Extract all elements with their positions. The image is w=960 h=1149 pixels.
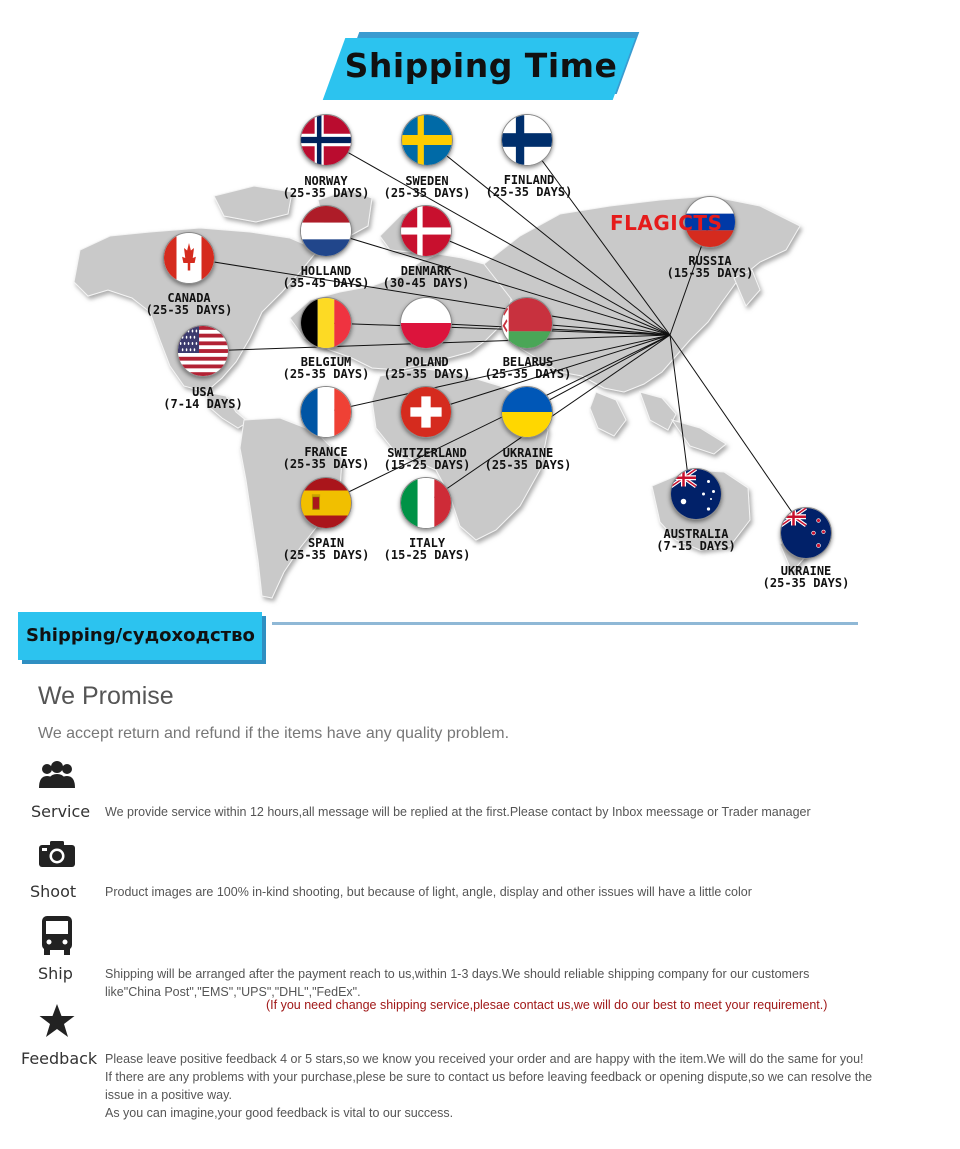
service-text: We provide service within 12 hours,all message will be replied at the first.Please contact by Inbox meessage or Trader manager	[105, 805, 811, 819]
country-label: SWITZERLAND (15-25 DAYS)	[383, 446, 471, 472]
usa-flag-icon	[177, 325, 229, 377]
country-label: NORWAY (25-35 DAYS)	[282, 174, 370, 200]
feedback-text-line: Please leave positive feedback 4 or 5 stars,so we know you received your order and are happy with the item.We will do the same for you!	[105, 1052, 864, 1066]
spain-flag-icon	[300, 477, 352, 529]
feedback-label: Feedback	[21, 1049, 98, 1068]
country-label: SPAIN (25-35 DAYS)	[282, 536, 370, 562]
feedback-text-line: issue in a positive way.	[105, 1088, 232, 1102]
ukraine-flag-icon	[501, 386, 553, 438]
country-label: DENMARK (30-45 DAYS)	[382, 264, 470, 290]
section-title: Shipping/судоходство	[26, 625, 255, 646]
country-label: UKRAINE (25-35 DAYS)	[762, 564, 850, 590]
country-label: FRANCE (25-35 DAYS)	[282, 445, 370, 471]
bus-icon	[40, 914, 80, 954]
denmark-flag-icon	[400, 205, 452, 257]
brand-logo-text: FLAGICTS	[610, 211, 723, 235]
promise-subtitle: We accept return and refund if the items have any quality problem.	[38, 725, 510, 742]
country-label: HOLLAND (35-45 DAYS)	[282, 264, 370, 290]
shoot-label: Shoot	[30, 882, 77, 901]
camera-icon	[38, 840, 78, 880]
italy-flag-icon	[400, 477, 452, 529]
country-label: ITALY (15-25 DAYS)	[383, 536, 471, 562]
country-label: FINLAND (25-35 DAYS)	[485, 173, 573, 199]
country-label: CANADA (25-35 DAYS)	[145, 291, 233, 317]
people-icon	[37, 760, 77, 800]
ship-label: Ship	[38, 964, 73, 983]
country-label: UKRAINE (25-35 DAYS)	[484, 446, 572, 472]
finland-flag-icon	[501, 114, 553, 166]
norway-flag-icon	[300, 114, 352, 166]
netherlands-flag-icon	[300, 205, 352, 257]
switzerland-flag-icon	[400, 386, 452, 438]
country-label: BELARUS (25-35 DAYS)	[484, 355, 572, 381]
country-label: USA (7-14 DAYS)	[163, 385, 243, 411]
new-zealand-flag-icon	[780, 507, 832, 559]
banner-title: Shipping Time	[344, 46, 618, 85]
service-label: Service	[31, 802, 91, 821]
canada-flag-icon	[163, 232, 215, 284]
france-flag-icon	[300, 386, 352, 438]
feedback-text-line: As you can imagine,your good feedback is vital to our success.	[105, 1106, 454, 1120]
shipping-time-banner	[326, 32, 636, 102]
feedback-text-line: If there are any problems with your purchase,plese be sure to contact us before leaving feedback or opening dispute,so we can resolve the	[105, 1070, 873, 1084]
country-label: POLAND (25-35 DAYS)	[383, 355, 471, 381]
country-label: BELGIUM (25-35 DAYS)	[282, 355, 370, 381]
ship-note: (If you need change shipping service,plesae contact us,we will do our best to meet your requirement.)	[266, 998, 828, 1012]
country-label: SWEDEN (25-35 DAYS)	[383, 174, 471, 200]
australia-flag-icon	[670, 468, 722, 520]
star-icon	[38, 1003, 78, 1043]
belgium-flag-icon	[300, 297, 352, 349]
country-label: RUSSIA (15-35 DAYS)	[666, 254, 754, 280]
ship-text-line: Shipping will be arranged after the payment reach to us,within 1-3 days.We should reliable shipping company for our customers	[105, 967, 810, 981]
shipping-section-header	[18, 612, 266, 664]
country-label: AUSTRALIA (7-15 DAYS)	[656, 527, 736, 553]
promise-title: We Promise	[38, 682, 174, 710]
shoot-text: Product images are 100% in-kind shooting, but because of light, angle, display and other issues will have a little color	[105, 885, 752, 899]
belarus-flag-icon	[501, 297, 553, 349]
section-divider	[272, 622, 858, 625]
poland-flag-icon	[400, 297, 452, 349]
sweden-flag-icon	[401, 114, 453, 166]
ship-text-line: like"China Post","EMS","UPS","DHL","FedEx".	[105, 985, 361, 999]
